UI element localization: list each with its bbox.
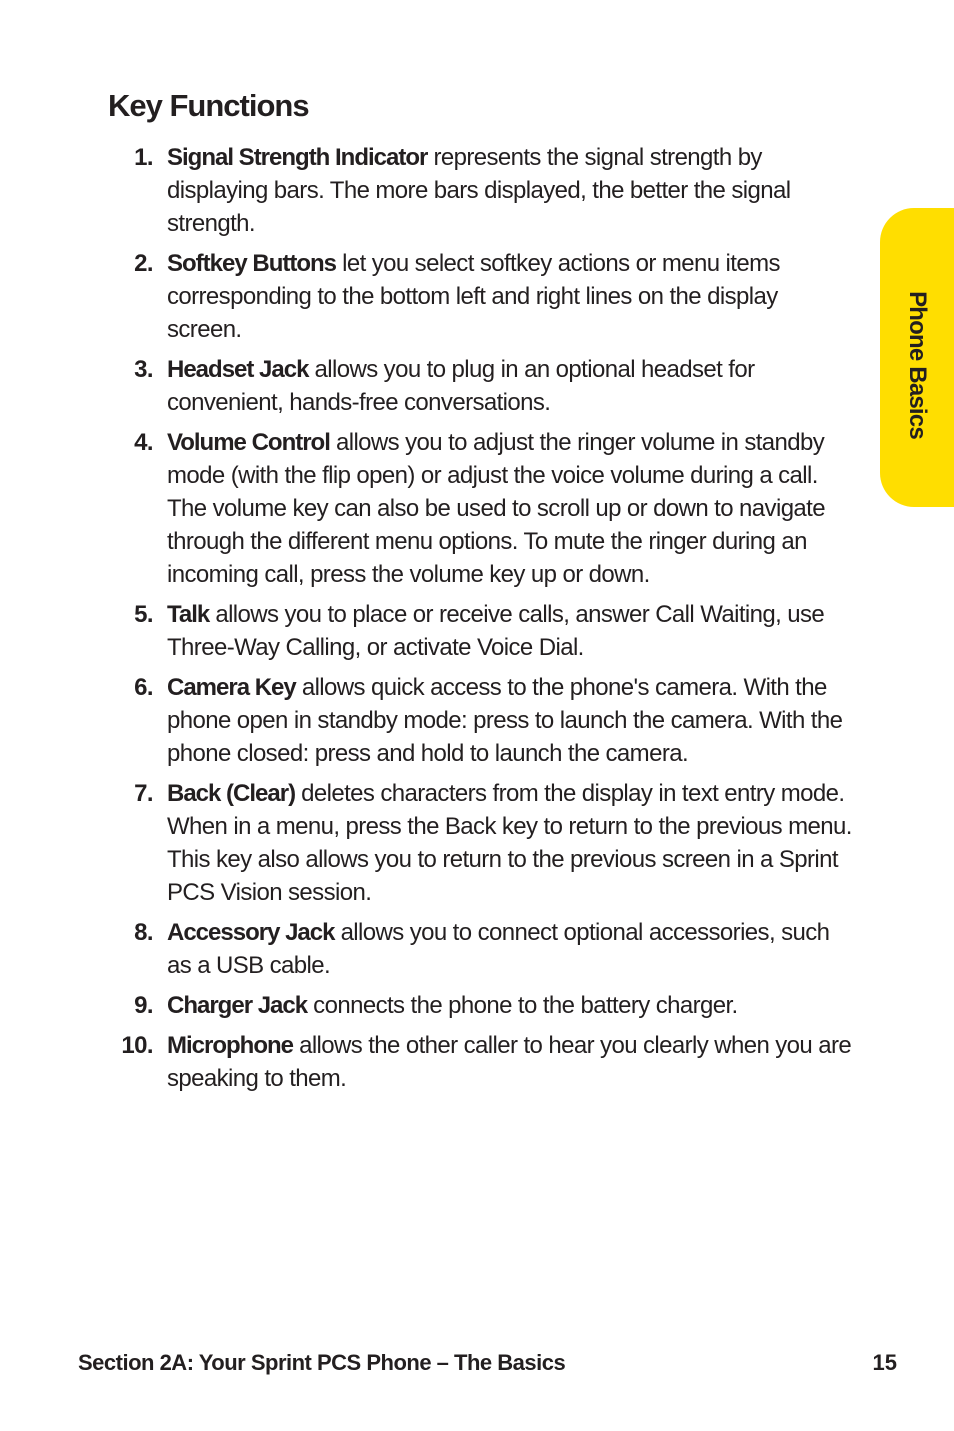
item-term: Volume Control	[167, 429, 330, 456]
item-text: connects the phone to the battery charger.	[313, 992, 738, 1019]
item-text: let you select softkey actions or menu items corresponding to the bottom left and right lines on the display screen.	[167, 250, 780, 343]
list-item	[108, 1029, 853, 1095]
item-text: allows you to place or receive calls, answer Call Waiting, use Three-Way Calling, or activate Voice Dial.	[167, 601, 825, 661]
item-text: allows you to connect optional accessories, such as a USB cable.	[167, 919, 830, 979]
item-term: Headset Jack	[167, 356, 309, 383]
list-item	[108, 598, 853, 664]
item-number: 1.	[134, 144, 153, 171]
item-number: 6.	[134, 674, 153, 701]
item-description	[167, 598, 853, 664]
item-term: Camera Key	[167, 674, 296, 701]
item-text: allows quick access to the phone's camera. With the phone open in standby mode: press to launch the camera. With the phone closed: press and hold to launch the camera.	[167, 674, 843, 767]
item-text: allows you to adjust the ringer volume in standby mode (with the flip open) or adjust the voice volume during a call. The volume key can also be used to scroll up or down to navigate through the different menu options. To mute the ringer during an incoming call, press the volume key up or down.	[167, 429, 825, 588]
item-description	[167, 671, 853, 770]
list-item	[108, 426, 853, 591]
footer-section-title: Section 2A: Your Sprint PCS Phone – The Basics	[78, 1350, 566, 1375]
list-item	[108, 353, 853, 419]
page-heading: Key Functions	[108, 88, 309, 123]
item-text: allows you to plug in an optional headset for convenient, hands-free conversations.	[167, 356, 755, 416]
item-term: Softkey Buttons	[167, 250, 337, 277]
item-description	[167, 989, 853, 1022]
item-number: 2.	[134, 250, 153, 277]
item-number: 7.	[134, 780, 153, 807]
item-term: Accessory Jack	[167, 919, 335, 946]
item-text: represents the signal strength by displaying bars. The more bars displayed, the better the signal strength.	[167, 144, 791, 237]
item-number: 8.	[134, 919, 153, 946]
list-item	[108, 671, 853, 770]
item-number: 3.	[134, 356, 153, 383]
item-text: deletes characters from the display in text entry mode. When in a menu, press the Back key to return to the previous menu. This key also allows you to return to the previous screen in a Sprint PCS Vision session.	[167, 780, 852, 906]
list-item	[108, 916, 853, 982]
item-description	[167, 353, 853, 419]
item-description	[167, 141, 853, 240]
item-number: 5.	[134, 601, 153, 628]
item-term: Microphone	[167, 1032, 293, 1059]
item-description	[167, 1029, 853, 1095]
item-description	[167, 247, 853, 346]
key-functions-list	[108, 141, 853, 1102]
list-item	[108, 247, 853, 346]
item-number: 9.	[134, 992, 153, 1019]
item-text: allows the other caller to hear you clearly when you are speaking to them.	[167, 1032, 852, 1092]
list-item	[108, 989, 853, 1022]
item-term: Signal Strength Indicator	[167, 144, 428, 171]
item-number: 4.	[134, 429, 153, 456]
item-description	[167, 777, 853, 909]
page-number: 15	[872, 1350, 897, 1375]
item-term: Talk	[167, 601, 210, 628]
item-description	[167, 916, 853, 982]
list-item	[108, 141, 853, 240]
item-term: Charger Jack	[167, 992, 308, 1019]
item-number: 10.	[121, 1032, 153, 1059]
item-description	[167, 426, 853, 591]
side-tab-label: Phone Basics	[904, 291, 931, 439]
item-term: Back (Clear)	[167, 780, 296, 807]
list-item	[108, 777, 853, 909]
